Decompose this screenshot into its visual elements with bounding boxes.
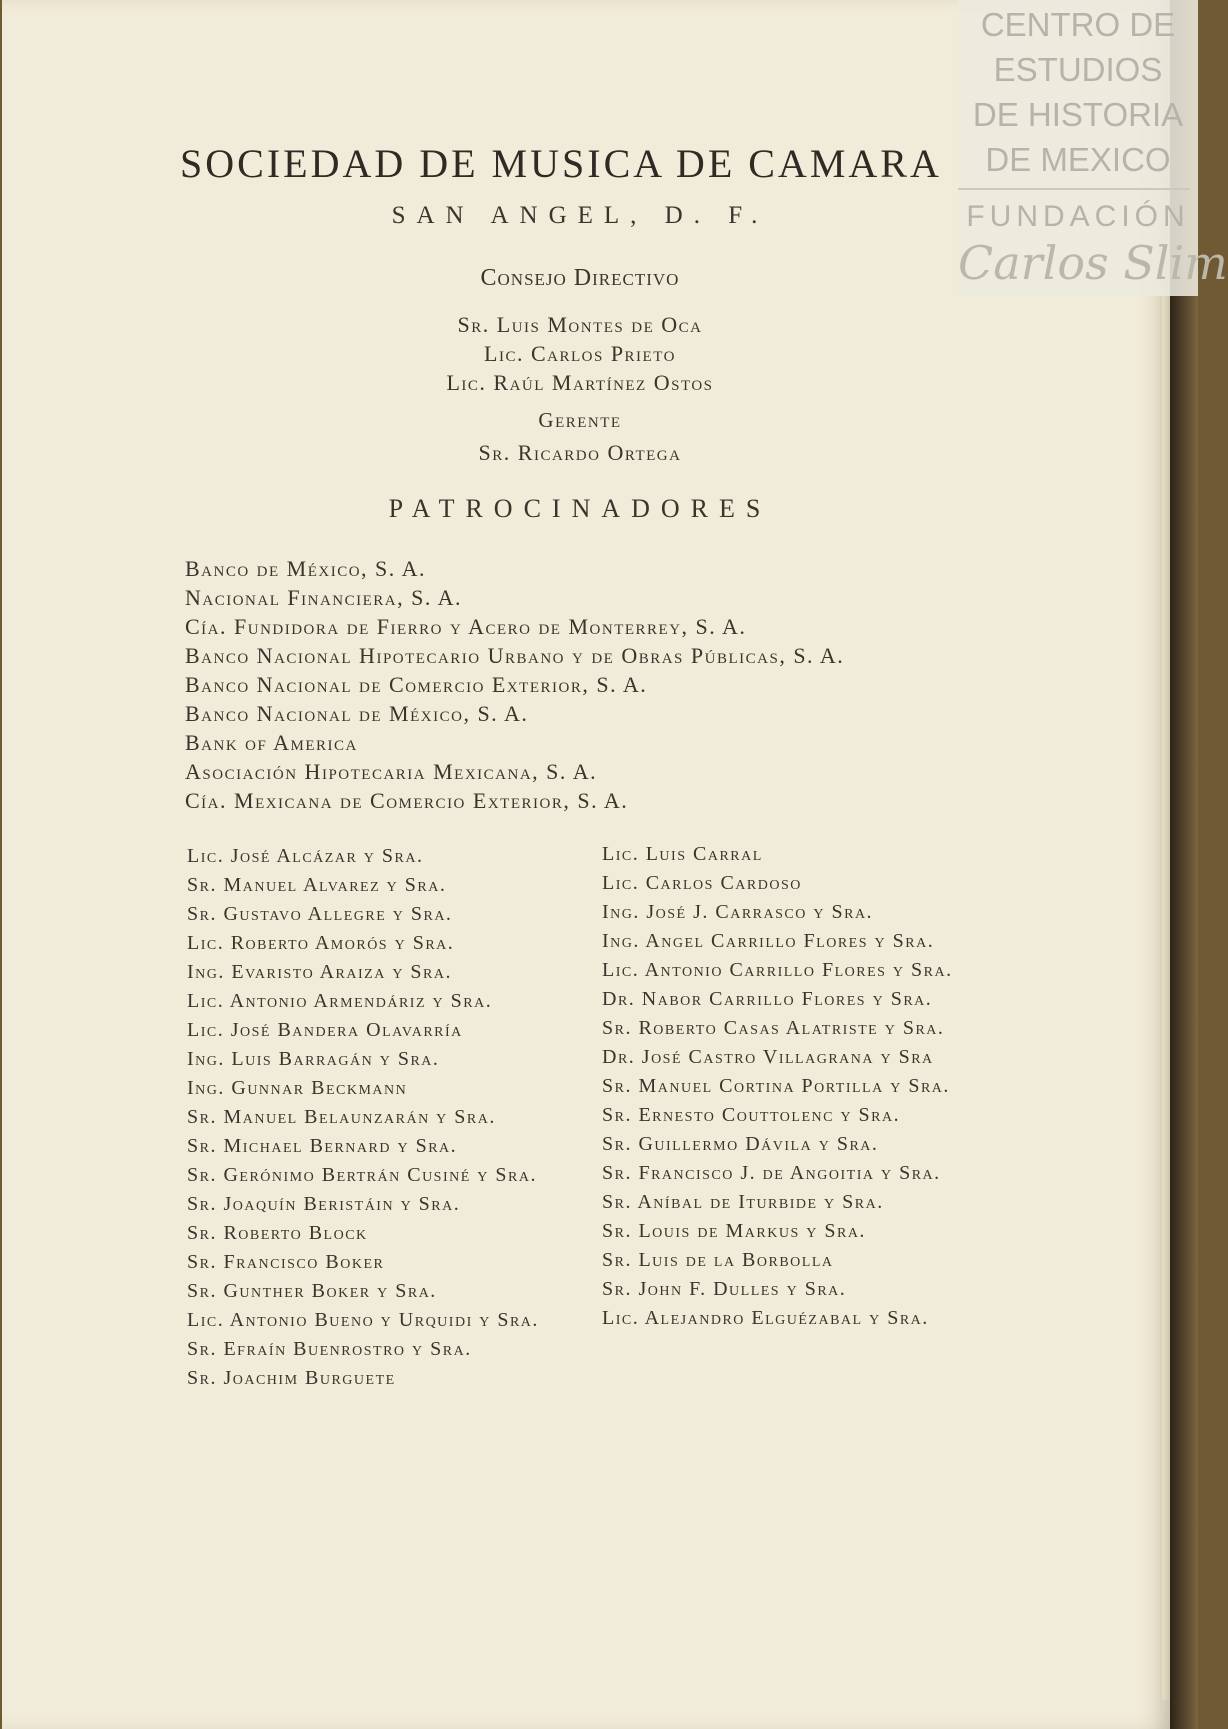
sponsor-person: Lic. Carlos Cardoso — [602, 872, 802, 894]
sponsor-organization: Nacional Financiera, S. A. — [185, 585, 463, 610]
watermark-signature: Carlos Slim — [958, 236, 1228, 290]
sponsor-person: Ing. Luis Barragán y Sra. — [187, 1048, 440, 1070]
page-edge — [1162, 290, 1170, 1700]
archive-watermark — [958, 0, 1228, 296]
sponsor-person: Lic. Antonio Bueno y Urquidi y Sra. — [187, 1309, 539, 1331]
sponsor-person: Sr. Joaquín Beristáin y Sra. — [187, 1193, 461, 1215]
page-title: SOCIEDAD DE MUSICA DE CAMARA — [180, 141, 942, 186]
sponsor-person: Sr. Aníbal de Iturbide y Sra. — [602, 1191, 884, 1213]
individual-sponsors-right — [602, 840, 992, 1333]
sponsor-organization: Asociación Hipotecaria Mexicana, S. A. — [185, 759, 598, 784]
watermark-line: CENTRO DE — [980, 6, 1176, 43]
board-heading: Consejo Directivo — [480, 265, 680, 291]
sponsor-person: Sr. Francisco J. de Angoitia y Sra. — [602, 1162, 941, 1184]
sponsor-person: Sr. Gerónimo Bertrán Cusiné y Sra. — [187, 1164, 537, 1186]
sponsor-organization: Banco Nacional de Comercio Exterior, S. A. — [185, 672, 648, 697]
sponsor-person: Sr. Michael Bernard y Sra. — [187, 1135, 458, 1157]
sponsor-person: Sr. Louis de Markus y Sra. — [602, 1220, 866, 1242]
board-member: Lic. Carlos Prieto — [484, 341, 676, 366]
sponsor-organizations — [185, 554, 1085, 815]
sponsor-person: Sr. Manuel Cortina Portilla y Sra. — [602, 1075, 950, 1097]
sponsor-organization: Banco de México, S. A. — [185, 556, 426, 581]
watermark-line: DE HISTORIA — [972, 96, 1184, 133]
manager-name: Sr. Ricardo Ortega — [478, 440, 682, 465]
board-member: Lic. Raúl Martínez Ostos — [446, 370, 714, 395]
sponsor-person: Lic. José Alcázar y Sra. — [187, 845, 424, 867]
sponsor-person: Sr. Manuel Belaunzarán y Sra. — [187, 1106, 496, 1128]
sponsor-organization: Banco Nacional de México, S. A. — [185, 701, 529, 726]
sponsor-person: Dr. Nabor Carrillo Flores y Sra. — [602, 988, 933, 1010]
sponsor-person: Dr. José Castro Villagrana y Sra — [602, 1046, 934, 1068]
sponsor-person: Sr. Ernesto Couttolenc y Sra. — [602, 1104, 901, 1126]
page-subtitle: SAN ANGEL, D. F. — [391, 202, 769, 229]
sponsor-person: Lic. José Bandera Olavarría — [187, 1019, 463, 1041]
sponsor-person: Sr. Guillermo Dávila y Sra. — [602, 1133, 879, 1155]
watermark-divider — [958, 188, 1190, 190]
sponsor-person: Sr. Efraín Buenrostro y Sra. — [187, 1338, 472, 1360]
sponsor-person: Ing. Angel Carrillo Flores y Sra. — [602, 930, 935, 952]
watermark-line: ESTUDIOS — [993, 51, 1163, 88]
sponsor-person: Sr. Manuel Alvarez y Sra. — [187, 874, 447, 896]
sponsor-person: Lic. Alejandro Elguézabal y Sra. — [602, 1307, 929, 1329]
sponsor-organization: Cía. Fundidora de Fierro y Acero de Monterrey, S. A. — [185, 614, 747, 639]
sponsor-organization: Cía. Mexicana de Comercio Exterior, S. A. — [185, 788, 629, 813]
sponsor-person: Sr. Joachim Burguete — [187, 1367, 396, 1389]
board-member: Sr. Luis Montes de Oca — [457, 312, 703, 337]
sponsor-person: Sr. Roberto Casas Alatriste y Sra. — [602, 1017, 945, 1039]
sponsor-organization: Banco Nacional Hipotecario Urbano y de Obras Públicas, S. A. — [185, 643, 845, 668]
sponsor-person: Sr. Roberto Block — [187, 1222, 368, 1244]
watermark-foundation: FUNDACIÓN — [966, 200, 1190, 233]
sponsor-person: Lic. Roberto Amorós y Sra. — [187, 932, 455, 954]
sponsor-person: Ing. Evaristo Araiza y Sra. — [187, 961, 453, 983]
sponsor-person: Sr. Francisco Boker — [187, 1251, 385, 1273]
sponsor-person: Sr. John F. Dulles y Sra. — [602, 1278, 847, 1300]
sponsor-person: Sr. Gunther Boker y Sra. — [187, 1280, 437, 1302]
sponsor-person: Lic. Antonio Armendáriz y Sra. — [187, 990, 493, 1012]
individual-sponsors-left — [187, 842, 587, 1393]
sponsor-person: Ing. José J. Carrasco y Sra. — [602, 901, 874, 923]
sponsor-organization: Bank of America — [185, 730, 358, 755]
sponsors-heading: PATROCINADORES — [388, 494, 772, 523]
sponsor-person: Sr. Gustavo Allegre y Sra. — [187, 903, 453, 925]
sponsor-person: Ing. Gunnar Beckmann — [187, 1077, 408, 1099]
manager-heading: Gerente — [538, 408, 622, 432]
watermark-line: DE MEXICO — [985, 141, 1171, 178]
board-members — [180, 310, 980, 397]
sponsor-person: Lic. Antonio Carrillo Flores y Sra. — [602, 959, 953, 981]
sponsor-person: Sr. Luis de la Borbolla — [602, 1249, 834, 1271]
sponsor-person: Lic. Luis Carral — [602, 843, 763, 865]
